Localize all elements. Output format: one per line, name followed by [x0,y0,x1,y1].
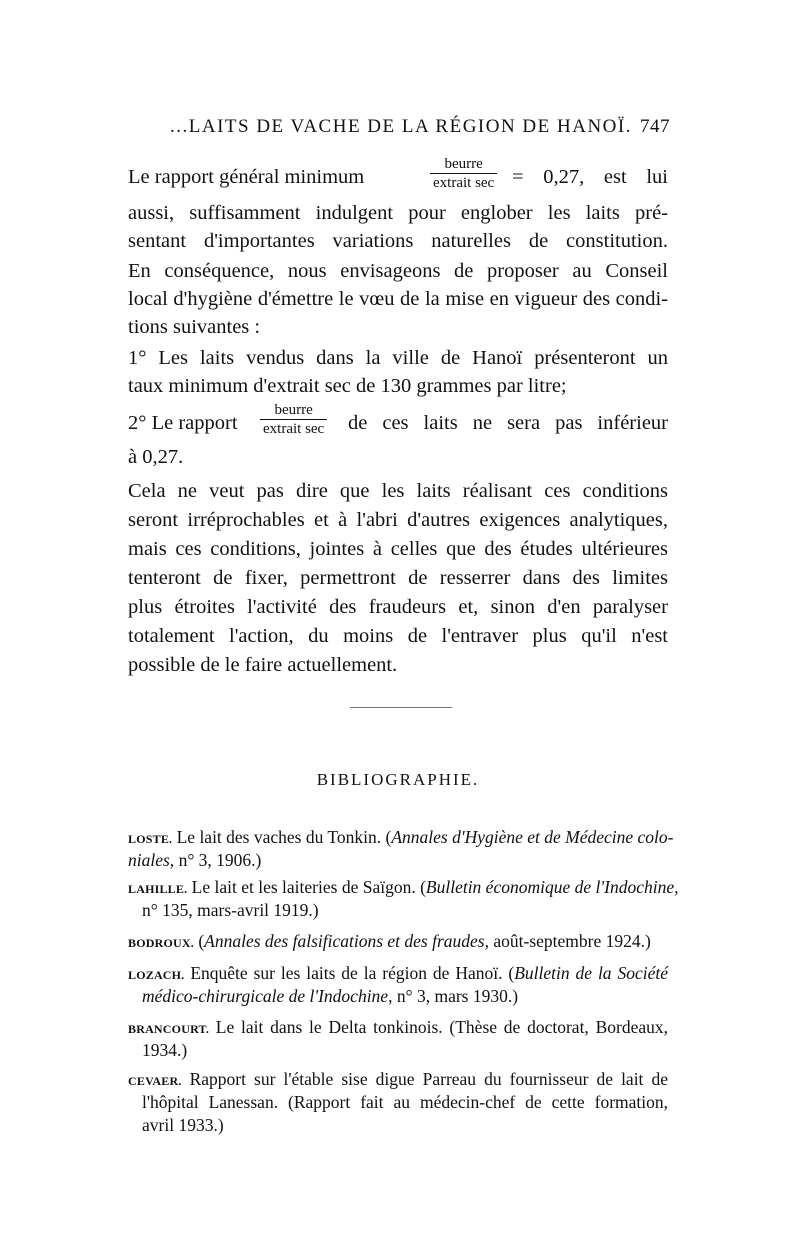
bib-journal: niales, [128,850,175,870]
fraction-numerator: beurre [274,402,313,418]
p3-line-2: taux minimum d'extrait sec de 130 grammes par litre; [128,375,567,397]
p4-line-1 [128,402,668,437]
p4-line-2: à 0,27. [128,446,184,468]
fraction-denominator: extrait sec [260,419,327,437]
p2-line-3: tions suivantes : [128,316,261,338]
bib-entry-6-line-2: l'hôpital Lanessan. (Rapport fait au médecin-chef de cette formation, [142,1092,668,1112]
p2-line-1: En conséquence, nous envisageons de proposer au Conseil [128,260,668,282]
page-number: 747 [640,116,670,137]
p5-line-5: plus étroites l'activité des fraudeurs et, sinon d'en paralyser [128,596,668,618]
bib-entry-5-line-1 [128,1016,668,1039]
bib-journal: Annales d'Hygiène et de Médecine colo- [391,827,674,847]
running-title: ...LAITS DE VACHE DE LA RÉGION DE HANOÏ. [170,116,632,137]
bib-text: ( [193,931,205,951]
bib-author: LOZACH. [128,968,185,982]
fraction-numerator: beurre [444,156,483,172]
bib-text: n° 3, mars 1930.) [392,986,519,1006]
bib-entry-1-line-2 [128,849,668,872]
bib-journal: Bulletin de la Société [514,963,668,983]
bib-author: CEVAER. [128,1074,182,1088]
p5-line-4: tenteront de fixer, permettront de resserrer dans des limites [128,567,668,589]
bib-author: BRANCOURT. [128,1022,210,1036]
p5-line-7: possible de le faire actuellement. [128,654,398,676]
bib-journal: médico-chirurgicale de l'Indochine, [142,986,393,1006]
p5-line-3: mais ces conditions, jointes à celles que des études ultérieures [128,538,668,560]
fraction-denominator: extrait sec [430,173,497,191]
bib-text: Enquête sur les laits de la région de Hanoï. ( [184,963,515,983]
bib-entry-6-line-1 [128,1068,668,1091]
bib-text: n° 3, 1906.) [174,850,262,870]
p5-line-1: Cela ne veut pas dire que les laits réalisant ces conditions [128,480,668,502]
p1-text-after: = 0,27, est lui [512,166,668,188]
bib-entry-5-line-2: 1934.) [142,1040,188,1060]
bib-entry-4-line-2 [142,985,682,1008]
p1-line-2: aussi, suffisamment indulgent pour englober les laits pré- [128,202,668,224]
bib-author: BODROUX. [128,936,194,950]
p1-line-1 [128,156,668,191]
bib-text: Le lait des vaches du Tonkin. ( [172,827,392,847]
bib-entry-1-line-1 [128,826,674,849]
p3-line-1: 1° Les laits vendus dans la ville de Hanoï présenteront un [128,347,668,369]
bib-text: août-septembre 1924.) [488,931,651,951]
bib-journal: Annales des falsifications et des fraudes, [204,931,489,951]
bibliography-title: BIBLIOGRAPHIE. [316,770,480,789]
bib-author: LAHILLE. [128,882,188,896]
bib-entry-3-line-1 [128,930,668,953]
bib-journal: Bulletin économique de l'Indochine, [425,877,679,897]
bib-text: Rapport sur l'étable sise digue Parreau du fournisseur de lait de [181,1069,668,1089]
p5-line-6: totalement l'action, du moins de l'entraver plus qu'il n'est [128,625,668,647]
bib-entry-6-line-3: avril 1933.) [142,1115,224,1135]
bib-text: Le lait dans le Delta tonkinois. (Thèse de doctorat, Bordeaux, [209,1017,668,1037]
p1-text-before: Le rapport général minimum [128,166,365,188]
bib-author: LOSTE. [128,832,173,846]
bib-entry-2-line-1 [128,876,679,899]
fraction-beurre-extrait-sec [430,156,497,191]
fraction-beurre-extrait-sec-2 [260,402,327,437]
bib-entry-4-line-1 [128,962,668,985]
bib-text: Le lait et les laiteries de Saïgon. ( [187,877,426,897]
p1-line-3: sentant d'importantes variations naturelles de constitution. [128,230,668,252]
bib-entry-2-line-2: n° 135, mars-avril 1919.) [142,900,319,920]
section-divider [350,707,452,709]
p5-line-2: seront irréprochables et à l'abri d'autres exigences analytiques, [128,509,668,531]
p4-text-before: 2° Le rapport [128,412,238,434]
running-header [170,116,670,146]
p4-text-after: de ces laits ne sera pas inférieur [348,412,668,434]
p2-line-2: local d'hygiène d'émettre le vœu de la mise en vigueur des condi- [128,288,668,310]
